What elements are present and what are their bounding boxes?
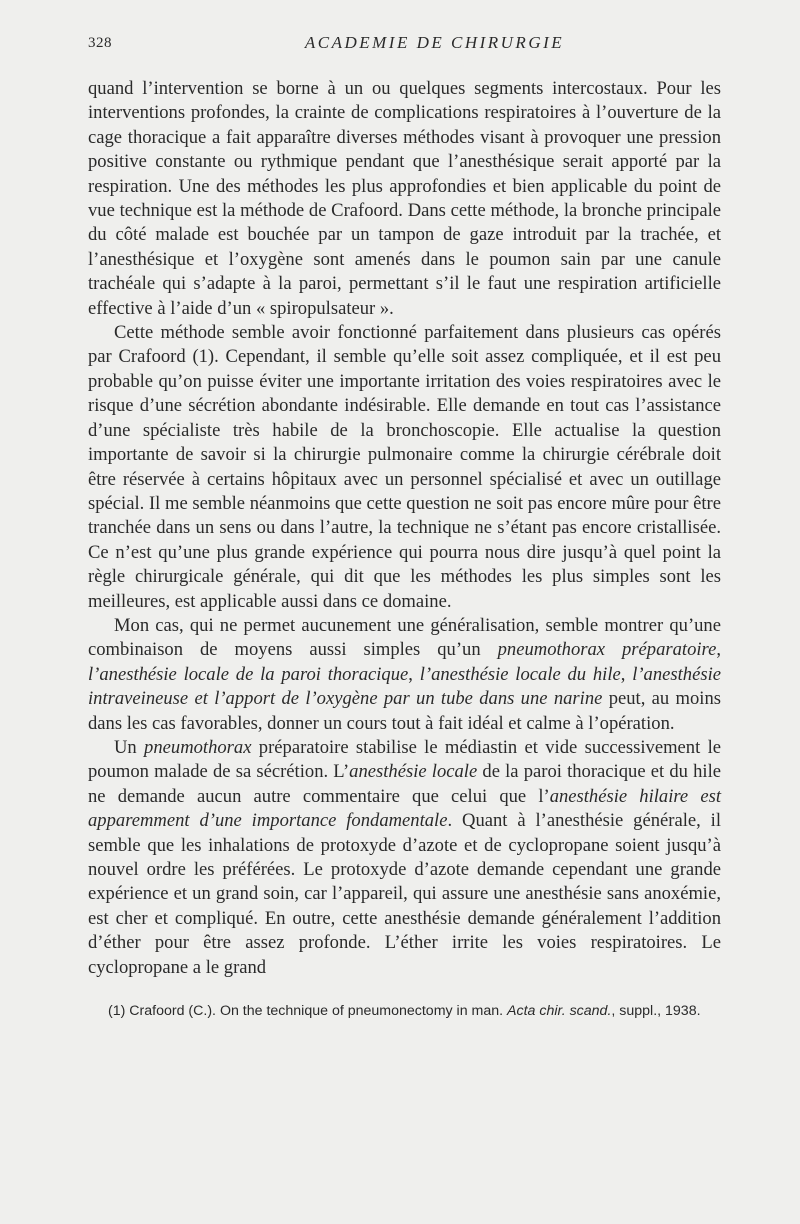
paragraph-1: quand l’intervention se borne à un ou quelques segments intercostaux. Pour les interventions profondes, la crainte de complications respiratoires à l’ouverture de la cage thoracique a fait apparaître diverses méthodes visant à provoquer une pression positive constante ou rythmique pendant que l’anesthésique serait apporté par la respiration. Une des méthodes les plus approfondies et bien applicable du point de vue technique est la méthode de Crafoord. Dans cette méthode, la bronche principale du côté malade est bouchée par un tampon de gaze introduit par la trachée, et l’anesthésique et l’oxygène sont amenés dans le poumon sain par une canule trachéale qui s’adapte à la paroi, permettant s’il le faut une respiration artificielle effective à l’aide d’un « spiropulsateur ».: [88, 78, 721, 319]
body-text: [88, 77, 721, 980]
text-run: préparatoire stabilise le médiastin et vide successivement le poumon malade de sa sécrétion. L’: [88, 736, 721, 783]
text-run: peut, au moins dans les cas favorables, donner un cours tout à fait idéal et calme à l’opération.: [88, 688, 721, 734]
italic-run: l’anesthésie locale du hile: [419, 663, 621, 685]
text-run: . Quant à l’anesthésie générale, il semble que les inhalations de protoxyde d’azote et de cyclopropane soient jusqu’à nouvel ordre les préférées. Le protoxyde d’azote demande cependant une grande expérience et un grand soin, car l’appareil, qui assure une anesthésie sans anoxémie, est cher et compliqué. En outre, cette anesthésie demande généralement l’addition d’éther pour être assez profonde. L’éther irrite les voies respiratoires. Le cyclopropane a le grand: [88, 810, 721, 978]
footnotes: [88, 1002, 721, 1021]
paragraph-3: [88, 614, 721, 736]
text-run: ,: [716, 639, 722, 661]
footnote-1: [88, 1002, 721, 1021]
paragraph-2: Cette méthode semble avoir fonctionné parfaitement dans plusieurs cas opérés par Crafoord (1). Cependant, il semble qu’elle soit assez compliquée, et il est peu probable qu’on puisse éviter une importante irritation des voies respiratoires avec le risque d’une sécrétion abondante indésirable. Elle demande en tout cas l’assistance d’une spécialiste très habile de la bronchoscopie. Elle actualise la question importante de savoir si la chirurgie pulmonaire comme la chirurgie cérébrale doit être réservée à certains hôpitaux avec un personnel spécialisé et avec un outillage spécial. Il me semble néanmoins que cette question ne soit pas encore mûre pour être tranchée dans un sens ou dans l’autre, la technique ne s’étant pas encore cristallisée. Ce n’est qu’une plus grande expérience qui pourra nous dire jusqu’à quel point la règle chirurgicale générale, qui dit que les méthodes les plus simples sont les meilleures, est applicable aussi dans ce domaine.: [88, 322, 721, 612]
italic-run: pneumothorax préparatoire: [497, 639, 717, 661]
italic-run: anesthésie hilaire est apparemment d’une importance fondamentale: [88, 785, 721, 832]
italic-run: anesthésie locale: [349, 761, 478, 783]
footnote-journal: Acta chir. scand.: [507, 1003, 612, 1020]
text-run: ,: [620, 663, 633, 685]
footnote-text: (1) Crafoord (C.). On the technique of pneumonectomy in man.: [108, 1003, 508, 1020]
text-run: Un: [114, 736, 145, 758]
italic-run: pneumothorax: [144, 736, 252, 758]
text-run: Mon cas, qui ne permet aucunement une généralisation, semble montrer qu’une combinaison de moyens aussi simples qu’un: [88, 614, 721, 661]
italic-run: l’anesthésie locale de la paroi thoracique: [88, 663, 409, 685]
footnote-text: , suppl., 1938.: [611, 1003, 701, 1020]
text-run: ,: [408, 663, 420, 685]
italic-run: l’anesthésie intraveineuse et l’apport de l’oxygène par un tube dans une narine: [88, 663, 721, 710]
text-run: de la paroi thoracique et du hile ne demande aucun autre commentaire que celui que l’: [88, 761, 721, 807]
page-number: 328: [88, 35, 112, 51]
running-head: [88, 33, 721, 59]
paragraph-4: [88, 736, 721, 980]
journal-title: ACADEMIE DE CHIRURGIE: [304, 33, 565, 52]
